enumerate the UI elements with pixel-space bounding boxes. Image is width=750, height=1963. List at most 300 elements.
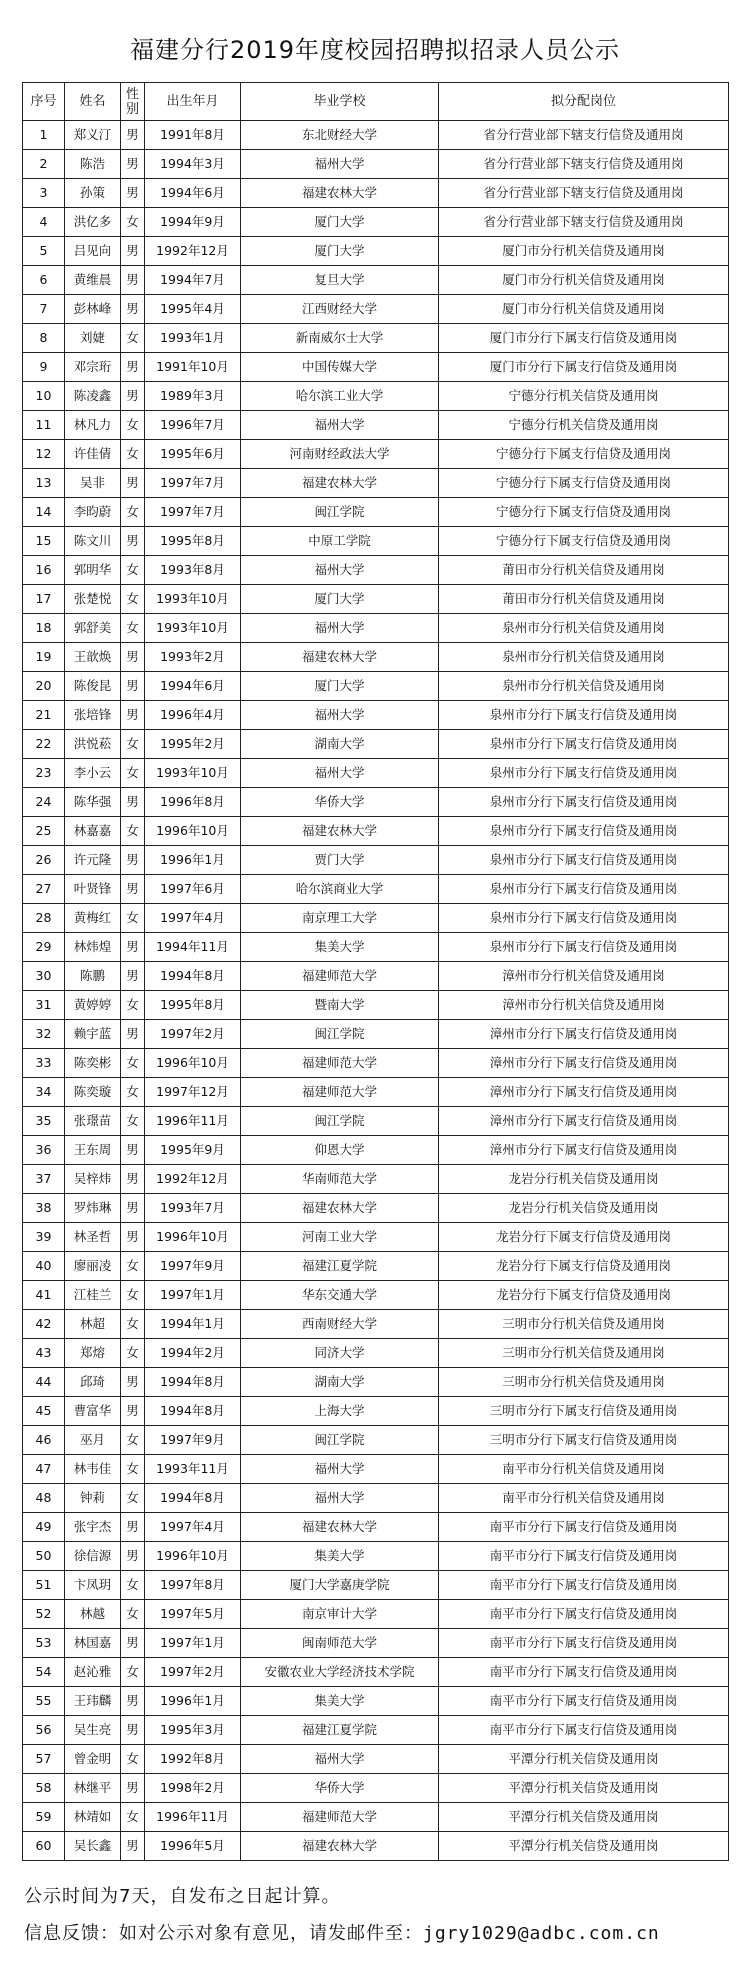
table-row bbox=[23, 1513, 729, 1542]
row-name: 陈俊昆 bbox=[65, 672, 121, 701]
row-school: 福建农林大学 bbox=[241, 179, 439, 208]
row-school: 哈尔滨商业大学 bbox=[241, 875, 439, 904]
row-index: 8 bbox=[23, 324, 65, 353]
row-position: 省分行营业部下辖支行信贷及通用岗 bbox=[439, 179, 729, 208]
row-name: 张培锋 bbox=[65, 701, 121, 730]
row-school: 新南威尔士大学 bbox=[241, 324, 439, 353]
row-gender: 女 bbox=[121, 817, 145, 846]
table-row bbox=[23, 614, 729, 643]
row-birth: 1994年8月 bbox=[145, 1397, 241, 1426]
row-gender: 女 bbox=[121, 585, 145, 614]
row-school: 福州大学 bbox=[241, 614, 439, 643]
row-index: 52 bbox=[23, 1600, 65, 1629]
row-gender: 女 bbox=[121, 324, 145, 353]
row-position: 厦门市分行机关信贷及通用岗 bbox=[439, 266, 729, 295]
row-position: 省分行营业部下辖支行信贷及通用岗 bbox=[439, 208, 729, 237]
row-index: 53 bbox=[23, 1629, 65, 1658]
feedback-line bbox=[24, 1919, 734, 1945]
table-row bbox=[23, 846, 729, 875]
row-birth: 1992年12月 bbox=[145, 1165, 241, 1194]
row-birth: 1997年7月 bbox=[145, 498, 241, 527]
row-name: 郭明华 bbox=[65, 556, 121, 585]
row-index: 31 bbox=[23, 991, 65, 1020]
row-name: 郑熔 bbox=[65, 1339, 121, 1368]
row-school: 哈尔滨工业大学 bbox=[241, 382, 439, 411]
row-name: 廖丽凌 bbox=[65, 1252, 121, 1281]
row-school: 厦门大学 bbox=[241, 208, 439, 237]
row-birth: 1995年8月 bbox=[145, 527, 241, 556]
row-name: 张宇杰 bbox=[65, 1513, 121, 1542]
row-birth: 1996年4月 bbox=[145, 701, 241, 730]
row-school: 闽南师范大学 bbox=[241, 1629, 439, 1658]
row-birth: 1996年11月 bbox=[145, 1803, 241, 1832]
row-index: 21 bbox=[23, 701, 65, 730]
row-index: 26 bbox=[23, 846, 65, 875]
row-name: 陈奕彬 bbox=[65, 1049, 121, 1078]
row-position: 漳州市分行下属支行信贷及通用岗 bbox=[439, 1107, 729, 1136]
row-school: 福建师范大学 bbox=[241, 962, 439, 991]
table-row bbox=[23, 817, 729, 846]
row-index: 15 bbox=[23, 527, 65, 556]
row-position: 龙岩分行下属支行信贷及通用岗 bbox=[439, 1252, 729, 1281]
table-row bbox=[23, 875, 729, 904]
row-birth: 1997年9月 bbox=[145, 1252, 241, 1281]
row-position: 漳州市分行机关信贷及通用岗 bbox=[439, 991, 729, 1020]
page-title: 福建分行2019年度校园招聘拟招录人员公示 bbox=[129, 36, 621, 64]
row-name: 洪悦菘 bbox=[65, 730, 121, 759]
row-position: 厦门市分行机关信贷及通用岗 bbox=[439, 237, 729, 266]
table-row bbox=[23, 1310, 729, 1339]
row-birth: 1997年4月 bbox=[145, 1513, 241, 1542]
row-birth: 1994年6月 bbox=[145, 179, 241, 208]
row-birth: 1997年1月 bbox=[145, 1629, 241, 1658]
row-index: 16 bbox=[23, 556, 65, 585]
table-row bbox=[23, 1455, 729, 1484]
row-gender: 男 bbox=[121, 933, 145, 962]
table-row bbox=[23, 1774, 729, 1803]
row-name: 钟莉 bbox=[65, 1484, 121, 1513]
row-school: 福建师范大学 bbox=[241, 1078, 439, 1107]
table-row bbox=[23, 991, 729, 1020]
row-position: 三明市分行机关信贷及通用岗 bbox=[439, 1310, 729, 1339]
row-school: 福建农林大学 bbox=[241, 1194, 439, 1223]
row-school: 中国传媒大学 bbox=[241, 353, 439, 382]
row-school: 闽江学院 bbox=[241, 1020, 439, 1049]
row-position: 省分行营业部下辖支行信贷及通用岗 bbox=[439, 150, 729, 179]
table-row bbox=[23, 411, 729, 440]
row-name: 吴长鑫 bbox=[65, 1832, 121, 1861]
row-gender: 男 bbox=[121, 1397, 145, 1426]
row-position: 宁德分行机关信贷及通用岗 bbox=[439, 411, 729, 440]
row-index: 28 bbox=[23, 904, 65, 933]
table-row bbox=[23, 440, 729, 469]
row-birth: 1994年6月 bbox=[145, 672, 241, 701]
row-birth: 1993年10月 bbox=[145, 585, 241, 614]
table-row bbox=[23, 1339, 729, 1368]
table-row bbox=[23, 556, 729, 585]
row-school: 福建农林大学 bbox=[241, 817, 439, 846]
row-name: 许佳倩 bbox=[65, 440, 121, 469]
row-gender: 男 bbox=[121, 788, 145, 817]
table-row bbox=[23, 643, 729, 672]
row-name: 彭林峰 bbox=[65, 295, 121, 324]
row-position: 泉州市分行下属支行信贷及通用岗 bbox=[439, 759, 729, 788]
row-name: 吕见向 bbox=[65, 237, 121, 266]
row-school: 中原工学院 bbox=[241, 527, 439, 556]
row-name: 刘婕 bbox=[65, 324, 121, 353]
row-position: 宁德分行下属支行信贷及通用岗 bbox=[439, 469, 729, 498]
row-index: 27 bbox=[23, 875, 65, 904]
row-birth: 1994年11月 bbox=[145, 933, 241, 962]
row-school: 西南财经大学 bbox=[241, 1310, 439, 1339]
row-index: 45 bbox=[23, 1397, 65, 1426]
row-index: 34 bbox=[23, 1078, 65, 1107]
row-gender: 女 bbox=[121, 1484, 145, 1513]
table-row bbox=[23, 1252, 729, 1281]
row-school: 福建农林大学 bbox=[241, 469, 439, 498]
row-gender: 男 bbox=[121, 1136, 145, 1165]
row-gender: 女 bbox=[121, 1339, 145, 1368]
row-school: 华东交通大学 bbox=[241, 1281, 439, 1310]
row-position: 漳州市分行下属支行信贷及通用岗 bbox=[439, 1136, 729, 1165]
row-index: 2 bbox=[23, 150, 65, 179]
table-row bbox=[23, 1194, 729, 1223]
row-position: 漳州市分行下属支行信贷及通用岗 bbox=[439, 1049, 729, 1078]
table-row bbox=[23, 1629, 729, 1658]
row-name: 巫月 bbox=[65, 1426, 121, 1455]
table-row bbox=[23, 730, 729, 759]
row-name: 卞凤玥 bbox=[65, 1571, 121, 1600]
row-position: 龙岩分行下属支行信贷及通用岗 bbox=[439, 1223, 729, 1252]
row-birth: 1995年9月 bbox=[145, 1136, 241, 1165]
row-school: 江西财经大学 bbox=[241, 295, 439, 324]
table-row bbox=[23, 382, 729, 411]
row-position: 龙岩分行机关信贷及通用岗 bbox=[439, 1165, 729, 1194]
row-position: 三明市分行下属支行信贷及通用岗 bbox=[439, 1397, 729, 1426]
table-row bbox=[23, 179, 729, 208]
row-school: 同济大学 bbox=[241, 1339, 439, 1368]
row-name: 林韦佳 bbox=[65, 1455, 121, 1484]
table-row bbox=[23, 1020, 729, 1049]
row-index: 38 bbox=[23, 1194, 65, 1223]
row-name: 江桂兰 bbox=[65, 1281, 121, 1310]
row-index: 35 bbox=[23, 1107, 65, 1136]
row-index: 23 bbox=[23, 759, 65, 788]
row-name: 林越 bbox=[65, 1600, 121, 1629]
row-gender: 女 bbox=[121, 1455, 145, 1484]
row-name: 邓宗珩 bbox=[65, 353, 121, 382]
row-birth: 1992年12月 bbox=[145, 237, 241, 266]
row-name: 黄婷婷 bbox=[65, 991, 121, 1020]
row-school: 福建农林大学 bbox=[241, 1513, 439, 1542]
row-index: 17 bbox=[23, 585, 65, 614]
col-header-name: 姓名 bbox=[65, 83, 121, 121]
row-school: 福建江夏学院 bbox=[241, 1716, 439, 1745]
row-index: 36 bbox=[23, 1136, 65, 1165]
row-birth: 1997年2月 bbox=[145, 1020, 241, 1049]
row-index: 43 bbox=[23, 1339, 65, 1368]
row-birth: 1997年9月 bbox=[145, 1426, 241, 1455]
table-row bbox=[23, 266, 729, 295]
row-birth: 1994年7月 bbox=[145, 266, 241, 295]
row-gender: 女 bbox=[121, 1571, 145, 1600]
table-row bbox=[23, 1745, 729, 1774]
row-index: 29 bbox=[23, 933, 65, 962]
row-index: 3 bbox=[23, 179, 65, 208]
table-row bbox=[23, 1832, 729, 1861]
row-school: 厦门大学 bbox=[241, 585, 439, 614]
row-birth: 1995年2月 bbox=[145, 730, 241, 759]
row-name: 赖宇蓝 bbox=[65, 1020, 121, 1049]
row-index: 51 bbox=[23, 1571, 65, 1600]
row-name: 陈奕璇 bbox=[65, 1078, 121, 1107]
notice-period: 公示时间为7天，自发布之日起计算。 bbox=[24, 1886, 341, 1907]
row-school: 贾门大学 bbox=[241, 846, 439, 875]
row-school: 华侨大学 bbox=[241, 1774, 439, 1803]
row-position: 三明市分行下属支行信贷及通用岗 bbox=[439, 1426, 729, 1455]
row-gender: 男 bbox=[121, 353, 145, 382]
row-school: 福州大学 bbox=[241, 1484, 439, 1513]
row-gender: 女 bbox=[121, 1049, 145, 1078]
row-name: 李昀蔚 bbox=[65, 498, 121, 527]
row-position: 泉州市分行下属支行信贷及通用岗 bbox=[439, 730, 729, 759]
row-birth: 1993年10月 bbox=[145, 759, 241, 788]
row-name: 陈浩 bbox=[65, 150, 121, 179]
row-position: 厦门市分行下属支行信贷及通用岗 bbox=[439, 353, 729, 382]
row-name: 罗炜琳 bbox=[65, 1194, 121, 1223]
row-birth: 1993年8月 bbox=[145, 556, 241, 585]
col-header-position: 拟分配岗位 bbox=[439, 83, 729, 121]
table-row bbox=[23, 295, 729, 324]
row-school: 厦门大学嘉庚学院 bbox=[241, 1571, 439, 1600]
row-index: 58 bbox=[23, 1774, 65, 1803]
row-position: 宁德分行下属支行信贷及通用岗 bbox=[439, 440, 729, 469]
table-row bbox=[23, 585, 729, 614]
row-gender: 女 bbox=[121, 1426, 145, 1455]
table-row bbox=[23, 237, 729, 266]
row-name: 陈文川 bbox=[65, 527, 121, 556]
row-gender: 男 bbox=[121, 295, 145, 324]
row-name: 徐信源 bbox=[65, 1542, 121, 1571]
col-header-birth: 出生年月 bbox=[145, 83, 241, 121]
row-name: 林继平 bbox=[65, 1774, 121, 1803]
row-school: 湖南大学 bbox=[241, 730, 439, 759]
row-name: 张璟苗 bbox=[65, 1107, 121, 1136]
row-name: 林炜煌 bbox=[65, 933, 121, 962]
row-school: 华侨大学 bbox=[241, 788, 439, 817]
row-name: 林国嘉 bbox=[65, 1629, 121, 1658]
row-gender: 男 bbox=[121, 179, 145, 208]
row-index: 25 bbox=[23, 817, 65, 846]
row-name: 林靖如 bbox=[65, 1803, 121, 1832]
table-row bbox=[23, 904, 729, 933]
row-gender: 男 bbox=[121, 121, 145, 150]
row-position: 南平市分行下属支行信贷及通用岗 bbox=[439, 1542, 729, 1571]
row-birth: 1997年6月 bbox=[145, 875, 241, 904]
row-birth: 1993年7月 bbox=[145, 1194, 241, 1223]
row-name: 陈华强 bbox=[65, 788, 121, 817]
row-school: 集美大学 bbox=[241, 933, 439, 962]
row-name: 王玮麟 bbox=[65, 1687, 121, 1716]
row-name: 陈鹏 bbox=[65, 962, 121, 991]
feedback-email[interactable]: jgry1029@adbc.com.cn bbox=[423, 1923, 660, 1944]
row-birth: 1994年8月 bbox=[145, 1484, 241, 1513]
row-school: 上海大学 bbox=[241, 1397, 439, 1426]
row-gender: 男 bbox=[121, 150, 145, 179]
row-school: 福州大学 bbox=[241, 411, 439, 440]
row-position: 厦门市分行机关信贷及通用岗 bbox=[439, 295, 729, 324]
row-gender: 女 bbox=[121, 1745, 145, 1774]
row-index: 33 bbox=[23, 1049, 65, 1078]
row-position: 泉州市分行机关信贷及通用岗 bbox=[439, 643, 729, 672]
row-name: 吴梓炜 bbox=[65, 1165, 121, 1194]
row-index: 11 bbox=[23, 411, 65, 440]
row-school: 集美大学 bbox=[241, 1542, 439, 1571]
row-position: 泉州市分行下属支行信贷及通用岗 bbox=[439, 904, 729, 933]
row-name: 黄维晨 bbox=[65, 266, 121, 295]
row-index: 56 bbox=[23, 1716, 65, 1745]
row-index: 40 bbox=[23, 1252, 65, 1281]
row-birth: 1996年10月 bbox=[145, 1223, 241, 1252]
table-row bbox=[23, 933, 729, 962]
row-gender: 女 bbox=[121, 614, 145, 643]
row-birth: 1993年10月 bbox=[145, 614, 241, 643]
row-school: 安徽农业大学经济技术学院 bbox=[241, 1658, 439, 1687]
row-gender: 女 bbox=[121, 1803, 145, 1832]
candidate-table bbox=[22, 82, 729, 1861]
table-row bbox=[23, 1803, 729, 1832]
row-school: 福建农林大学 bbox=[241, 1832, 439, 1861]
row-index: 24 bbox=[23, 788, 65, 817]
row-index: 39 bbox=[23, 1223, 65, 1252]
row-position: 三明市分行机关信贷及通用岗 bbox=[439, 1339, 729, 1368]
row-name: 郑义汀 bbox=[65, 121, 121, 150]
table-row bbox=[23, 527, 729, 556]
row-name: 吴生亮 bbox=[65, 1716, 121, 1745]
row-school: 东北财经大学 bbox=[241, 121, 439, 150]
table-row bbox=[23, 1281, 729, 1310]
row-gender: 女 bbox=[121, 1078, 145, 1107]
row-index: 30 bbox=[23, 962, 65, 991]
row-position: 平潭分行机关信贷及通用岗 bbox=[439, 1774, 729, 1803]
row-name: 郭舒美 bbox=[65, 614, 121, 643]
row-birth: 1996年1月 bbox=[145, 1687, 241, 1716]
table-row bbox=[23, 1136, 729, 1165]
row-gender: 女 bbox=[121, 208, 145, 237]
row-position: 泉州市分行机关信贷及通用岗 bbox=[439, 672, 729, 701]
row-position: 宁德分行下属支行信贷及通用岗 bbox=[439, 527, 729, 556]
table-row bbox=[23, 1716, 729, 1745]
row-birth: 1995年3月 bbox=[145, 1716, 241, 1745]
row-position: 泉州市分行下属支行信贷及通用岗 bbox=[439, 875, 729, 904]
row-name: 曾金明 bbox=[65, 1745, 121, 1774]
row-birth: 1997年2月 bbox=[145, 1658, 241, 1687]
row-position: 龙岩分行机关信贷及通用岗 bbox=[439, 1194, 729, 1223]
feedback-text: 信息反馈：如对公示对象有意见，请发邮件至： bbox=[24, 1923, 423, 1944]
row-gender: 女 bbox=[121, 1252, 145, 1281]
row-position: 平潭分行机关信贷及通用岗 bbox=[439, 1745, 729, 1774]
row-position: 南平市分行下属支行信贷及通用岗 bbox=[439, 1687, 729, 1716]
row-name: 吴非 bbox=[65, 469, 121, 498]
table-row bbox=[23, 1368, 729, 1397]
row-gender: 女 bbox=[121, 1658, 145, 1687]
row-name: 张楚悦 bbox=[65, 585, 121, 614]
row-position: 南平市分行下属支行信贷及通用岗 bbox=[439, 1716, 729, 1745]
row-gender: 男 bbox=[121, 1774, 145, 1803]
table-row bbox=[23, 962, 729, 991]
table-row bbox=[23, 469, 729, 498]
row-position: 南平市分行下属支行信贷及通用岗 bbox=[439, 1571, 729, 1600]
row-birth: 1996年10月 bbox=[145, 1049, 241, 1078]
row-school: 集美大学 bbox=[241, 1687, 439, 1716]
row-gender: 男 bbox=[121, 1368, 145, 1397]
row-school: 厦门大学 bbox=[241, 672, 439, 701]
row-position: 泉州市分行下属支行信贷及通用岗 bbox=[439, 788, 729, 817]
row-birth: 1997年8月 bbox=[145, 1571, 241, 1600]
row-gender: 男 bbox=[121, 1716, 145, 1745]
row-index: 54 bbox=[23, 1658, 65, 1687]
row-school: 闽江学院 bbox=[241, 498, 439, 527]
row-school: 仰恩大学 bbox=[241, 1136, 439, 1165]
row-position: 南平市分行下属支行信贷及通用岗 bbox=[439, 1658, 729, 1687]
row-school: 河南财经政法大学 bbox=[241, 440, 439, 469]
row-position: 三明市分行机关信贷及通用岗 bbox=[439, 1368, 729, 1397]
row-index: 46 bbox=[23, 1426, 65, 1455]
table-row bbox=[23, 788, 729, 817]
row-position: 南平市分行下属支行信贷及通用岗 bbox=[439, 1600, 729, 1629]
row-name: 洪亿多 bbox=[65, 208, 121, 237]
row-name: 孙策 bbox=[65, 179, 121, 208]
row-birth: 1992年8月 bbox=[145, 1745, 241, 1774]
row-gender: 男 bbox=[121, 527, 145, 556]
row-gender: 男 bbox=[121, 1832, 145, 1861]
row-position: 泉州市分行下属支行信贷及通用岗 bbox=[439, 817, 729, 846]
row-birth: 1998年2月 bbox=[145, 1774, 241, 1803]
row-index: 44 bbox=[23, 1368, 65, 1397]
row-index: 48 bbox=[23, 1484, 65, 1513]
row-birth: 1993年2月 bbox=[145, 643, 241, 672]
row-school: 福建农林大学 bbox=[241, 643, 439, 672]
row-gender: 女 bbox=[121, 1107, 145, 1136]
row-school: 湖南大学 bbox=[241, 1368, 439, 1397]
row-school: 福建师范大学 bbox=[241, 1803, 439, 1832]
row-gender: 女 bbox=[121, 1310, 145, 1339]
row-birth: 1996年1月 bbox=[145, 846, 241, 875]
row-name: 曹富华 bbox=[65, 1397, 121, 1426]
row-gender: 男 bbox=[121, 237, 145, 266]
row-position: 厦门市分行下属支行信贷及通用岗 bbox=[439, 324, 729, 353]
table-row bbox=[23, 208, 729, 237]
row-gender: 男 bbox=[121, 1542, 145, 1571]
row-index: 59 bbox=[23, 1803, 65, 1832]
row-gender: 女 bbox=[121, 904, 145, 933]
row-index: 55 bbox=[23, 1687, 65, 1716]
col-header-gender: 性别 bbox=[121, 83, 145, 121]
row-name: 陈凌鑫 bbox=[65, 382, 121, 411]
row-birth: 1994年8月 bbox=[145, 1368, 241, 1397]
row-index: 32 bbox=[23, 1020, 65, 1049]
row-birth: 1997年1月 bbox=[145, 1281, 241, 1310]
table-row bbox=[23, 1165, 729, 1194]
row-birth: 1994年2月 bbox=[145, 1339, 241, 1368]
row-school: 华南师范大学 bbox=[241, 1165, 439, 1194]
row-position: 南平市分行下属支行信贷及通用岗 bbox=[439, 1629, 729, 1658]
row-school: 福州大学 bbox=[241, 1745, 439, 1774]
row-index: 6 bbox=[23, 266, 65, 295]
row-index: 13 bbox=[23, 469, 65, 498]
row-position: 省分行营业部下辖支行信贷及通用岗 bbox=[439, 121, 729, 150]
row-school: 厦门大学 bbox=[241, 237, 439, 266]
